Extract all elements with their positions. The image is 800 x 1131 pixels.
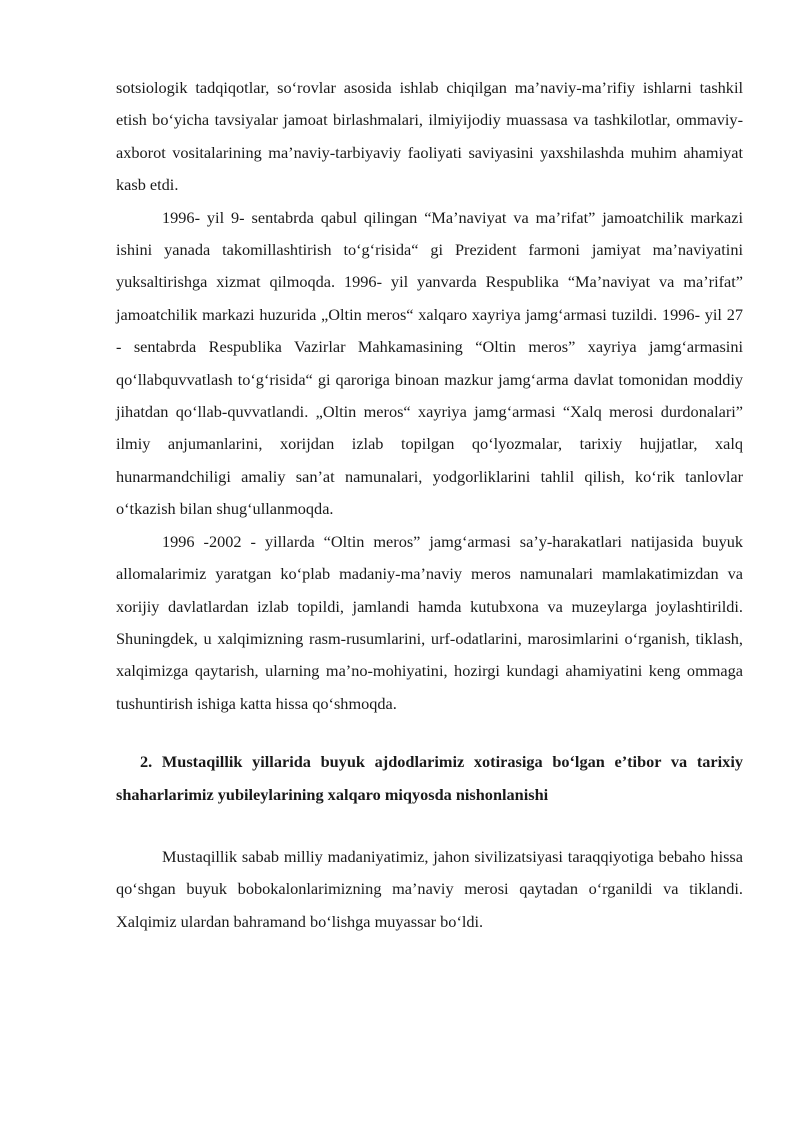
section-heading: 2. Mustaqillik yillarida buyuk ajdodlarimiz xotirasiga bo‘lgan e’tibor va tarixiy shaharlarimiz yubileylarining xalqaro miqyosda nishonlanishi bbox=[116, 752, 743, 804]
paragraph-continuation: sotsiologik tadqiqotlar, so‘rovlar asosida ishlab chiqilgan ma’naviy-ma’rifiy ishlarni tashkil etish bo‘yicha tavsiyalar jamoat birlashmalari, ilmiyijodiy muassasa va tashkilotlar, ommaviy-axborot vositalarining ma’naviy-tarbiyaviy faoliyati saviyasini yaxshilashda muhim ahamiyat kasb etdi. bbox=[116, 78, 743, 195]
paragraph-fund-results: 1996 -2002 - yillarda “Oltin meros” jamg‘armasi sa’y-harakatlari natijasida buyuk allomalarimiz yaratgan ko‘plab madaniy-ma’naviy meros namunalari mamlakatimizdan va xorijiy davlatlardan izlab topildi, jamlandi hamda kutubxona va muzeylarga joylashtirildi. Shuningdek, u xalqimizning rasm-rusumlarini, urf-odatlarini, marosimlarini o‘rganish, tiklash, xalqimizga qaytarish, ularning ma’no-mohiyatini, hozirgi kundagi ahamiyatini keng ommaga tushuntirish ishiga katta hissa qo‘shmoqda. bbox=[116, 531, 743, 713]
paragraph-oltin-meros-fund: 1996- yil 9- sentabrda qabul qilingan “Ma’naviyat va ma’rifat” jamoatchilik markazi ishini yanada takomillashtirish to‘g‘risida“ gi Prezident farmoni jamiyat ma’naviyatini yuksaltirishga xizmat qilmoqda. 1996- yil yanvarda Respublika “Ma’naviyat va ma’rifat” jamoatchilik markazi huzurida „Oltin meros“ xalqaro xayriya jamg‘armasi tuzildi. 1996- yil 27 - sentabrda Respublika Vazirlar Mahkamasining “Oltin meros” xayriya jamg‘armasini qo‘llabquvvatlash to‘g‘risida“ gi qaroriga binoan mazkur jamg‘arma davlat tomonidan moddiy jihatdan qo‘llab-quvvatlandi. „Oltin meros“ xayriya jamg‘armasi “Xalq merosi durdonalari” ilmiy anjumanlarini, xorijdan izlab topilgan qo‘lyozmalar, tarixiy hujjatlar, xalq hunarmandchiligi amaliy san’at namunalari, yodgorliklarini tahlil qilish, ko‘rik tanlovlar o‘tkazish bilan shug‘ullanmoqda. bbox=[116, 207, 743, 519]
document-page bbox=[116, 72, 743, 938]
paragraph-independence: Mustaqillik sabab milliy madaniyatimiz, jahon sivilizatsiyasi taraqqiyotiga bebaho hissa qo‘shgan buyuk bobokalonlarimizning ma’naviy merosi qaytadan o‘rganildi va tiklandi. Xalqimiz ulardan bahramand bo‘lishga muyassar bo‘ldi. bbox=[116, 846, 743, 931]
